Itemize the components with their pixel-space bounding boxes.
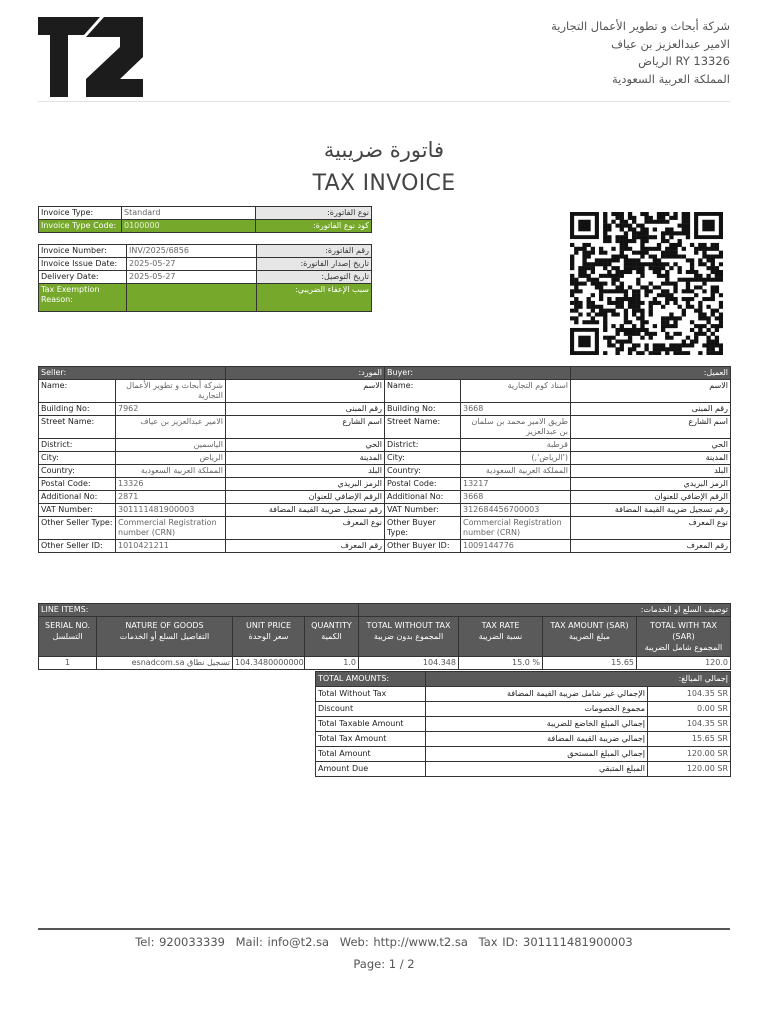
meta-value: 0100000 [122,220,256,233]
column-header [543,617,637,657]
buyer-field-label-ar: اسم الشارع [571,416,731,439]
totals-value: 15.65 SR [648,732,731,747]
column-header [39,617,97,657]
totals-row [316,732,731,747]
buyer-field-value: اسناد كوم التجارية [461,380,571,403]
buyer-field-label: Other Buyer ID: [385,540,461,553]
meta-label-ar: نوع الفاتورة: [256,207,372,220]
buyer-field-value: ('الرياض',) [461,452,571,465]
totals-label-ar: مجموع الخصومات [426,702,648,717]
seller-field-label: Other Seller Type: [39,517,116,540]
column-header-ar: المجموع شامل الضريبة [644,643,723,652]
totals-label-en: Total Tax Amount [316,732,426,747]
buyer-field-label: VAT Number: [385,504,461,517]
seller-field-value: الرياض [116,452,226,465]
seller-field-value: 301111481900003 [116,504,226,517]
totals-label-ar: إجمالي ضريبة القيمة المضافة [426,732,648,747]
column-header [637,617,731,657]
seller-field-label-ar: رقم المعرف [226,540,385,553]
seller-field-value: الياسمين [116,439,226,452]
buyer-field-value: 1009144776 [461,540,571,553]
party-row [39,504,731,517]
meta-label: Invoice Issue Date: [39,258,127,271]
line-items-table [38,603,731,670]
party-row [39,491,731,504]
totals-value: 104.35 SR [648,717,731,732]
column-header-ar: مبلغ الضريبة [568,632,611,641]
buyer-field-label-ar: رقم المبنى [571,403,731,416]
t2-logo [38,17,143,97]
seller-field-label-ar: الحي [226,439,385,452]
header-divider [38,101,730,102]
totals-table [315,671,731,777]
meta-row [39,258,372,271]
seller-field-label-ar: البلد [226,465,385,478]
buyer-field-label-ar: رقم المعرف [571,540,731,553]
line-item-unit-price: 104.3480000000 [233,657,305,670]
qr-code-icon [570,212,723,355]
buyer-field-label: Street Name: [385,416,461,439]
line-item-quantity: 1.0 [305,657,359,670]
totals-label-ar: المبلغ المتبقي [426,762,648,777]
meta-label-ar: رقم الفاتورة: [257,245,372,258]
seller-field-value: 13326 [116,478,226,491]
invoice-details-table [38,244,372,312]
totals-row [316,702,731,717]
footer-tax-id: Tax ID: 301111481900003 [478,935,633,949]
meta-label-ar: تاريخ التوصيل: [257,271,372,284]
buyer-field-label-ar: الاسم [571,380,731,403]
seller-field-label: Other Seller ID: [39,540,116,553]
buyer-field-value: 3668 [461,491,571,504]
line-item-goods: تسجيل نطاق esnadcom.sa [97,657,233,670]
buyer-field-label: Other Buyer Type: [385,517,461,540]
column-header-en: TAX RATE [481,621,520,630]
meta-row [39,245,372,258]
line-item-tax-rate: 15.0 % [459,657,543,670]
meta-label: Invoice Number: [39,245,127,258]
totals-row [316,762,731,777]
buyer-field-value: 3668 [461,403,571,416]
buyer-field-value: طريق الامير محمد بن سلمان بن عبدالعزيز [461,416,571,439]
seller-field-value: Commercial Registration number (CRN) [116,517,226,540]
invoice-type-table [38,206,372,233]
buyer-field-label-ar: الرمز البريدي [571,478,731,491]
meta-label: Delivery Date: [39,271,127,284]
footer-contact [0,935,768,949]
buyer-field-label: Name: [385,380,461,403]
buyer-field-label-ar: المدينة [571,452,731,465]
footer-tel: Tel: 920033339 [135,935,225,949]
line-items-label-ar: توصيف السلع او الخدمات: [359,604,731,617]
seller-field-label: Postal Code: [39,478,116,491]
line-item-total-with-tax: 120.0 [637,657,731,670]
column-header-ar: سعر الوحدة [248,632,289,641]
totals-value: 104.35 SR [648,687,731,702]
column-header-en: QUANTITY [311,621,352,630]
totals-value: 120.00 SR [648,762,731,777]
totals-label-ar: الإجمالي غير شامل ضريبة القيمة المضافة [426,687,648,702]
buyer-label: Buyer: [385,367,571,380]
seller-field-label-ar: نوع المعرف [226,517,385,540]
meta-row [39,220,372,233]
meta-label-ar: سبب الإعفاء الضريبي: [257,284,372,312]
seller-field-label-ar: الرقم الإضافي للعنوان [226,491,385,504]
meta-value: INV/2025/6856 [127,245,257,258]
seller-field-value: الامير عبدالعزيز بن عياف [116,416,226,439]
company-city: RY 13326 الرياض [638,54,730,68]
company-name: شركة أبحاث و تطوير الأعمال التجارية [551,19,730,33]
totals-label-en: Amount Due [316,762,426,777]
title-english: TAX INVOICE [312,171,456,196]
seller-field-value: شركة أبحاث و تطوير الأعمال التجارية [116,380,226,403]
party-row [39,465,731,478]
footer-divider [38,928,730,930]
meta-value: 2025-05-27 [127,271,257,284]
seller-field-label: Name: [39,380,116,403]
buyer-field-label: District: [385,439,461,452]
column-header [233,617,305,657]
page-number: Page: 1 / 2 [353,957,415,971]
buyer-field-value: قرطبة [461,439,571,452]
buyer-field-label-ar: البلد [571,465,731,478]
buyer-field-value: 13217 [461,478,571,491]
line-items-label: LINE ITEMS: [39,604,359,617]
column-header [305,617,359,657]
column-header-en: SERIAL NO. [44,621,91,630]
totals-label-en: Discount [316,702,426,717]
buyer-field-value: Commercial Registration number (CRN) [461,517,571,540]
meta-label: Invoice Type: [39,207,122,220]
seller-field-value: المملكة العربية السعودية [116,465,226,478]
seller-field-value: 1010421211 [116,540,226,553]
column-header-en: TOTAL WITHOUT TAX [366,621,451,630]
column-header-en: TOTAL WITH TAX (SAR) [650,621,717,641]
seller-field-label-ar: رقم تسجيل ضريبة القيمة المضافة [226,504,385,517]
seller-field-label: Building No: [39,403,116,416]
totals-row [316,687,731,702]
totals-label-en: Total Taxable Amount [316,717,426,732]
meta-label-ar: كود نوع الفاتورة: [256,220,372,233]
buyer-field-label: Building No: [385,403,461,416]
buyer-field-label: Postal Code: [385,478,461,491]
totals-row [316,747,731,762]
buyer-field-label-ar: نوع المعرف [571,517,731,540]
buyer-field-label-ar: الحي [571,439,731,452]
company-country: المملكة العربية السعودية [612,71,730,86]
line-item-total-without-tax: 104.348 [359,657,459,670]
column-header-ar: التسلسل [52,632,83,641]
totals-label-ar: إجمالي المبالغ: [426,672,731,687]
meta-label: Invoice Type Code: [39,220,122,233]
meta-label-ar: تاريخ إصدار الفاتورة: [257,258,372,271]
party-row [39,540,731,553]
column-header-en: TAX AMOUNT (SAR) [550,621,629,630]
seller-field-label-ar: رقم المبنى [226,403,385,416]
title-arabic: فاتورة ضريبية [323,138,445,162]
seller-field-value: 7962 [116,403,226,416]
party-row [39,380,731,403]
company-address [430,18,730,88]
company-street: الامير عبدالعزيز بن عياف [611,36,730,51]
buyer-field-value: 312684456700003 [461,504,571,517]
party-row [39,439,731,452]
seller-field-label-ar: الاسم [226,380,385,403]
seller-field-label: District: [39,439,116,452]
column-header-ar: الكمية [321,632,342,641]
line-item-row [39,657,731,670]
party-row [39,416,731,439]
buyer-field-label-ar: الرقم الإضافي للعنوان [571,491,731,504]
column-header [459,617,543,657]
meta-row [39,284,372,312]
buyer-field-label: Country: [385,465,461,478]
column-header-ar: المجموع بدون ضريبة [373,632,444,641]
totals-row [316,717,731,732]
totals-value: 120.00 SR [648,747,731,762]
seller-field-label: Country: [39,465,116,478]
totals-value: 0.00 SR [648,702,731,717]
seller-label: Seller: [39,367,226,380]
buyer-field-value: المملكة العربية السعودية [461,465,571,478]
meta-label: Tax Exemption Reason: [39,284,127,312]
meta-row [39,271,372,284]
party-row [39,478,731,491]
line-item-tax-amount: 15.65 [543,657,637,670]
footer-mail: Mail: info@t2.sa [235,935,330,949]
seller-field-label: Street Name: [39,416,116,439]
buyer-field-label: City: [385,452,461,465]
seller-field-label-ar: اسم الشارع [226,416,385,439]
meta-value: 2025-05-27 [127,258,257,271]
footer-web[interactable]: Web: http://www.t2.sa [339,935,468,949]
totals-label-ar: إجمالي المبلغ المستحق [426,747,648,762]
column-header-en: UNIT PRICE [245,621,291,630]
party-row [39,403,731,416]
meta-value [127,284,257,312]
line-item-serial: 1 [39,657,97,670]
meta-value: Standard [122,207,256,220]
seller-label-ar: المورد: [226,367,385,380]
totals-label-en: Total Without Tax [316,687,426,702]
column-header-ar: نسبة الضريبة [478,632,523,641]
buyer-field-label: Additional No: [385,491,461,504]
seller-field-value: 2871 [116,491,226,504]
party-row [39,517,731,540]
party-row [39,452,731,465]
totals-label: TOTAL AMOUNTS: [316,672,426,687]
totals-label-en: Total Amount [316,747,426,762]
totals-label-ar: إجمالي المبلغ الخاضع للضريبة [426,717,648,732]
buyer-field-label-ar: رقم تسجيل ضريبة القيمة المضافة [571,504,731,517]
meta-row [39,207,372,220]
seller-field-label-ar: المدينة [226,452,385,465]
column-header-ar: التفاصيل السلع أو الخدمات [119,632,210,641]
column-header [359,617,459,657]
seller-field-label: VAT Number: [39,504,116,517]
column-header-en: NATURE OF GOODS [125,621,204,630]
seller-field-label: Additional No: [39,491,116,504]
buyer-label-ar: العميل: [571,367,731,380]
column-header [97,617,233,657]
seller-field-label-ar: الرمز البريدي [226,478,385,491]
seller-buyer-table [38,366,731,553]
seller-field-label: City: [39,452,116,465]
